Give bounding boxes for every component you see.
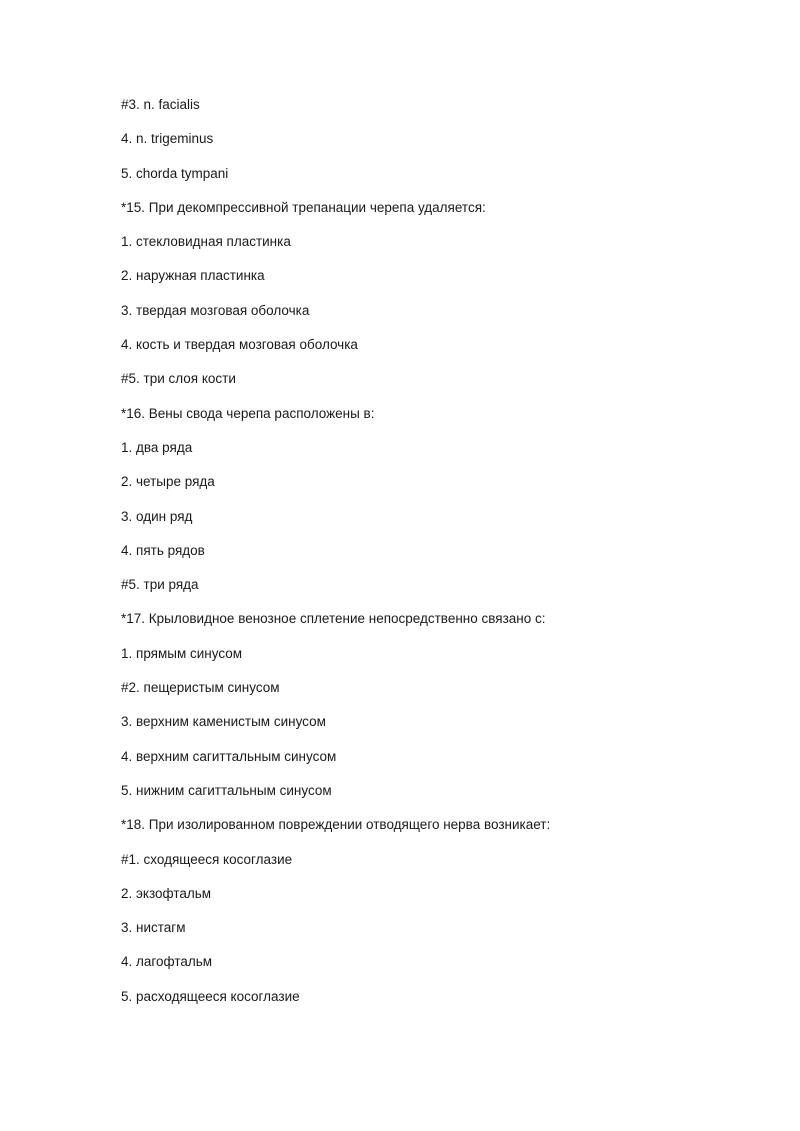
answer-option: 3. верхним каменистым синусом — [121, 714, 326, 730]
answer-option: 4. верхним сагиттальным синусом — [121, 748, 337, 764]
question-heading: *16. Вены свода черепа расположены в: — [121, 405, 375, 421]
answer-option: 5. расходящееся косоглазие — [121, 988, 300, 1004]
question-heading: *17. Крыловидное венозное сплетение непосредственно связано с: — [121, 611, 546, 627]
answer-option: 3. один ряд — [121, 508, 193, 524]
answer-option: #5. три ряда — [121, 577, 199, 593]
answer-option: 4. пять рядов — [121, 542, 205, 558]
answer-option: #2. пещеристым синусом — [121, 680, 280, 696]
answer-option: 4. кость и твердая мозговая оболочка — [121, 337, 358, 353]
answer-option: #5. три слоя кости — [121, 371, 236, 387]
answer-option: 1. прямым синусом — [121, 645, 243, 661]
answer-option: 3. твердая мозговая оболочка — [121, 302, 310, 318]
question-heading: *15. При декомпрессивной трепанации черепа удаляется: — [121, 199, 486, 215]
answer-option: 2. наружная пластинка — [121, 268, 265, 284]
answer-option: 1. стекловидная пластинка — [121, 234, 291, 250]
document-text — [121, 94, 761, 1020]
answer-option: #3. n. facialis — [121, 97, 200, 112]
answer-option: 2. экзофтальм — [121, 885, 212, 901]
answer-option: 5. нижним сагиттальным синусом — [121, 782, 332, 798]
answer-option: #1. сходящееся косоглазие — [121, 851, 293, 867]
question-heading: *18. При изолированном повреждении отводящего нерва возникает: — [121, 817, 551, 833]
answer-option: 3. нистагм — [121, 920, 186, 936]
answer-option: 4. лагофтальм — [121, 954, 213, 970]
answer-option: 2. четыре ряда — [121, 474, 215, 490]
answer-option: 5. chorda tympani — [121, 165, 229, 181]
answer-option: 1. два ряда — [121, 439, 193, 455]
answer-option: 4. n. trigeminus — [121, 131, 214, 147]
